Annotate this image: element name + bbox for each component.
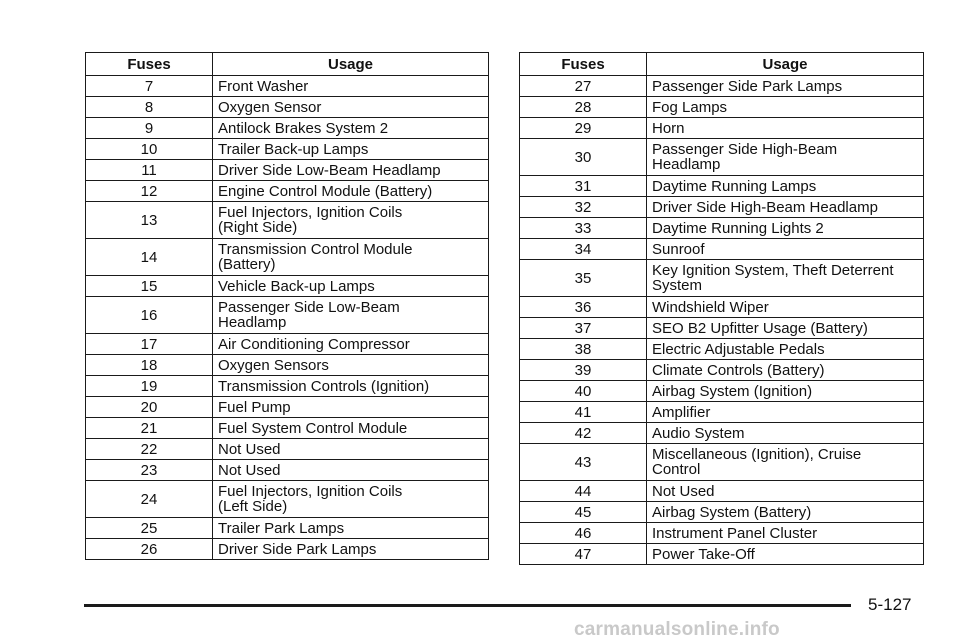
fuse-usage-cell: Instrument Panel Cluster xyxy=(647,523,924,544)
fuse-number-cell: 39 xyxy=(520,360,647,381)
fuse-number-cell: 37 xyxy=(520,318,647,339)
fuse-number-cell: 33 xyxy=(520,218,647,239)
fuse-usage-cell: Not Used xyxy=(647,481,924,502)
table-row xyxy=(520,444,924,481)
table-row xyxy=(520,260,924,297)
table-row xyxy=(520,318,924,339)
table-row xyxy=(86,239,489,276)
fuse-usage-cell: Power Take-Off xyxy=(647,544,924,565)
table-row xyxy=(520,339,924,360)
fuse-number-cell: 25 xyxy=(86,518,213,539)
fuse-usage-cell: Climate Controls (Battery) xyxy=(647,360,924,381)
fuse-number-cell: 44 xyxy=(520,481,647,502)
table-row xyxy=(520,97,924,118)
fuse-table-left xyxy=(85,52,489,560)
fuse-usage-cell: Oxygen Sensor xyxy=(213,97,489,118)
table-row xyxy=(86,460,489,481)
fuse-number-cell: 29 xyxy=(520,118,647,139)
table-row xyxy=(86,181,489,202)
fuse-number-cell: 46 xyxy=(520,523,647,544)
column-header-fuses: Fuses xyxy=(86,53,213,76)
fuse-usage-cell: Electric Adjustable Pedals xyxy=(647,339,924,360)
fuse-number-cell: 18 xyxy=(86,355,213,376)
table-row xyxy=(520,218,924,239)
fuse-number-cell: 22 xyxy=(86,439,213,460)
fuse-number-cell: 34 xyxy=(520,239,647,260)
table-row xyxy=(520,481,924,502)
fuse-usage-cell: Passenger Side High-Beam Headlamp xyxy=(647,139,924,176)
fuse-number-cell: 42 xyxy=(520,423,647,444)
fuse-usage-cell: Fuel System Control Module xyxy=(213,418,489,439)
fuse-number-cell: 30 xyxy=(520,139,647,176)
column-header-fuses: Fuses xyxy=(520,53,647,76)
table-row xyxy=(520,139,924,176)
fuse-number-cell: 24 xyxy=(86,481,213,518)
fuse-usage-cell: Trailer Back-up Lamps xyxy=(213,139,489,160)
fuse-number-cell: 7 xyxy=(86,76,213,97)
table-row xyxy=(520,118,924,139)
table-row xyxy=(520,76,924,97)
table-row xyxy=(86,481,489,518)
table-row xyxy=(86,376,489,397)
fuse-usage-cell: Vehicle Back-up Lamps xyxy=(213,276,489,297)
table-row xyxy=(86,518,489,539)
table-row xyxy=(520,176,924,197)
fuse-usage-cell: Not Used xyxy=(213,460,489,481)
fuse-usage-cell: Audio System xyxy=(647,423,924,444)
fuse-usage-cell: Oxygen Sensors xyxy=(213,355,489,376)
fuse-usage-cell: Passenger Side Park Lamps xyxy=(647,76,924,97)
table-row xyxy=(86,160,489,181)
fuse-usage-cell: Fuel Injectors, Ignition Coils (Left Side) xyxy=(213,481,489,518)
fuse-usage-cell: Daytime Running Lights 2 xyxy=(647,218,924,239)
table-row xyxy=(520,239,924,260)
fuse-usage-cell: Horn xyxy=(647,118,924,139)
fuse-usage-cell: Airbag System (Ignition) xyxy=(647,381,924,402)
fuse-number-cell: 19 xyxy=(86,376,213,397)
fuse-number-cell: 12 xyxy=(86,181,213,202)
fuse-usage-cell: Transmission Controls (Ignition) xyxy=(213,376,489,397)
table-row xyxy=(520,297,924,318)
fuse-usage-cell: Driver Side Low-Beam Headlamp xyxy=(213,160,489,181)
fuse-usage-cell: Front Washer xyxy=(213,76,489,97)
fuse-usage-cell: Transmission Control Module (Battery) xyxy=(213,239,489,276)
table-row xyxy=(86,355,489,376)
fuse-number-cell: 35 xyxy=(520,260,647,297)
fuse-usage-cell: Airbag System (Battery) xyxy=(647,502,924,523)
fuse-usage-cell: Amplifier xyxy=(647,402,924,423)
fuse-number-cell: 15 xyxy=(86,276,213,297)
table-row xyxy=(86,76,489,97)
fuse-number-cell: 31 xyxy=(520,176,647,197)
footer-rule xyxy=(84,604,851,607)
fuse-usage-cell: Key Ignition System, Theft Deterrent System xyxy=(647,260,924,297)
fuse-usage-cell: Driver Side High-Beam Headlamp xyxy=(647,197,924,218)
table-row xyxy=(86,202,489,239)
column-header-usage: Usage xyxy=(213,53,489,76)
fuse-usage-cell: Engine Control Module (Battery) xyxy=(213,181,489,202)
fuse-usage-cell: Driver Side Park Lamps xyxy=(213,539,489,560)
fuse-usage-cell: Sunroof xyxy=(647,239,924,260)
column-header-usage: Usage xyxy=(647,53,924,76)
table-row xyxy=(520,544,924,565)
table-row xyxy=(520,523,924,544)
fuse-number-cell: 14 xyxy=(86,239,213,276)
fuse-usage-cell: Daytime Running Lamps xyxy=(647,176,924,197)
fuse-usage-cell: Trailer Park Lamps xyxy=(213,518,489,539)
fuse-usage-cell: Antilock Brakes System 2 xyxy=(213,118,489,139)
fuse-number-cell: 36 xyxy=(520,297,647,318)
table-row xyxy=(86,139,489,160)
table-row xyxy=(520,360,924,381)
table-row xyxy=(520,381,924,402)
fuse-usage-cell: Passenger Side Low-Beam Headlamp xyxy=(213,297,489,334)
table-row xyxy=(86,439,489,460)
fuse-usage-cell: Windshield Wiper xyxy=(647,297,924,318)
fuse-usage-cell: Miscellaneous (Ignition), Cruise Control xyxy=(647,444,924,481)
table-row xyxy=(86,118,489,139)
fuse-number-cell: 10 xyxy=(86,139,213,160)
table-row xyxy=(520,423,924,444)
fuse-table-right-body xyxy=(520,76,924,565)
fuse-usage-cell: Fuel Pump xyxy=(213,397,489,418)
fuse-usage-cell: Fog Lamps xyxy=(647,97,924,118)
table-row xyxy=(86,418,489,439)
table-row xyxy=(86,276,489,297)
table-row xyxy=(520,502,924,523)
fuse-usage-cell: Not Used xyxy=(213,439,489,460)
fuse-number-cell: 41 xyxy=(520,402,647,423)
table-row xyxy=(86,397,489,418)
fuse-number-cell: 21 xyxy=(86,418,213,439)
fuse-number-cell: 28 xyxy=(520,97,647,118)
fuse-table-left-body xyxy=(86,76,489,560)
fuse-number-cell: 43 xyxy=(520,444,647,481)
table-row xyxy=(86,334,489,355)
fuse-usage-cell: Air Conditioning Compressor xyxy=(213,334,489,355)
fuse-number-cell: 27 xyxy=(520,76,647,97)
table-row xyxy=(86,97,489,118)
fuse-number-cell: 32 xyxy=(520,197,647,218)
fuse-usage-cell: SEO B2 Upfitter Usage (Battery) xyxy=(647,318,924,339)
table-row xyxy=(86,539,489,560)
fuse-number-cell: 20 xyxy=(86,397,213,418)
fuse-number-cell: 38 xyxy=(520,339,647,360)
fuse-number-cell: 17 xyxy=(86,334,213,355)
fuse-usage-cell: Fuel Injectors, Ignition Coils (Right Side) xyxy=(213,202,489,239)
watermark: carmanualsonline.info xyxy=(574,619,780,640)
fuse-number-cell: 8 xyxy=(86,97,213,118)
fuse-number-cell: 23 xyxy=(86,460,213,481)
fuse-number-cell: 9 xyxy=(86,118,213,139)
fuse-number-cell: 47 xyxy=(520,544,647,565)
fuse-number-cell: 11 xyxy=(86,160,213,181)
table-header-row xyxy=(86,53,489,76)
fuse-number-cell: 16 xyxy=(86,297,213,334)
fuse-number-cell: 45 xyxy=(520,502,647,523)
fuse-number-cell: 26 xyxy=(86,539,213,560)
table-header-row xyxy=(520,53,924,76)
table-row xyxy=(520,402,924,423)
table-row xyxy=(86,297,489,334)
table-row xyxy=(520,197,924,218)
fuse-table-right xyxy=(519,52,924,565)
fuse-number-cell: 40 xyxy=(520,381,647,402)
page-number: 5-127 xyxy=(868,595,912,614)
fuse-number-cell: 13 xyxy=(86,202,213,239)
